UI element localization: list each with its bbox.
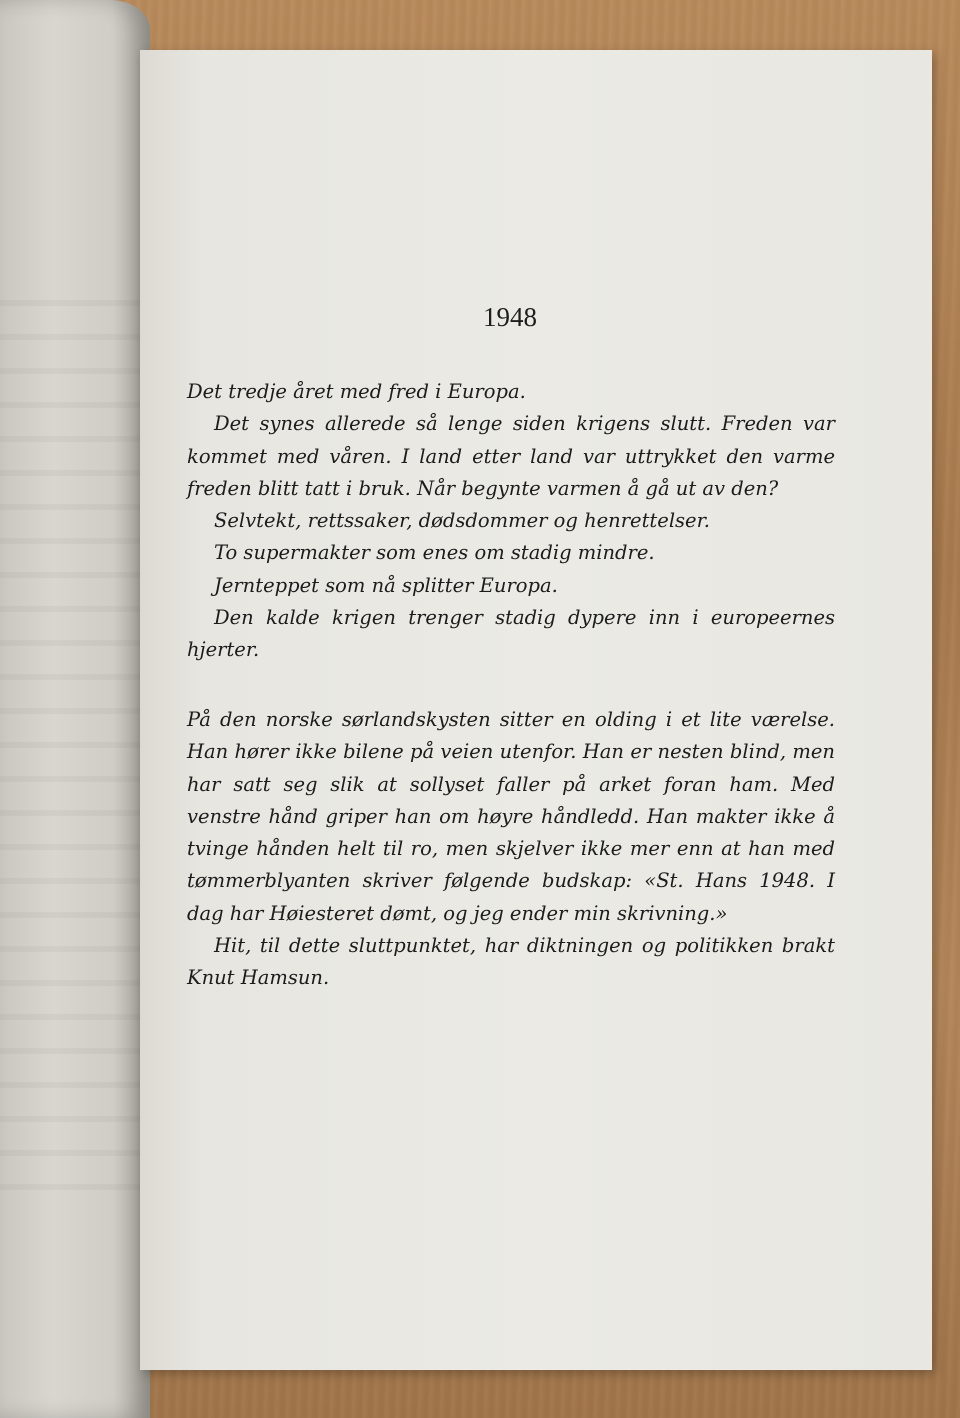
paragraph: Det tredje året med fred i Europa.	[187, 380, 526, 403]
paragraph: På den norske sørlandskysten sitter en olding i et lite værelse. Han hører ikke bilene på veien utenfor. Han er nesten blind, men har satt seg slik at sollyset faller på arket foran ham. Med venstre hånd griper han om høyre håndledd. Han makter ikke å tvinge hånden helt til ro, men skjelver ikke mer enn at han med tømmerblyanten skriver følgende budskap: «St. Hans 1948. I dag har Høiesteret dømt, og jeg ender min skrivning.»	[187, 708, 835, 925]
paragraph: To supermakter som enes om stadig mindre.	[214, 541, 655, 565]
paragraph: Den kalde krigen trenger stadig dypere inn i europeernes hjerter.	[187, 606, 835, 662]
paragraph: Hit, til dette sluttpunktet, har diktningen og politikken brakt Knut Hamsun.	[187, 934, 835, 990]
chapter-year-heading: 1948	[483, 302, 537, 332]
section-2-text	[187, 704, 835, 995]
paragraph: Det synes allerede så lenge siden krigens slutt. Freden var kommet med våren. I land etter land var uttrykket den varme freden blitt tatt i bruk. Når begynte varmen å gå ut av den?	[187, 412, 835, 500]
left-page-bleed-through	[0, 300, 150, 1200]
section-1-text	[187, 376, 835, 667]
paragraph: Jernteppet som nå splitter Europa.	[214, 573, 558, 597]
left-page-edge	[0, 0, 150, 1418]
paragraph: Selvtekt, rettssaker, dødsdommer og henrettelser.	[214, 509, 710, 533]
